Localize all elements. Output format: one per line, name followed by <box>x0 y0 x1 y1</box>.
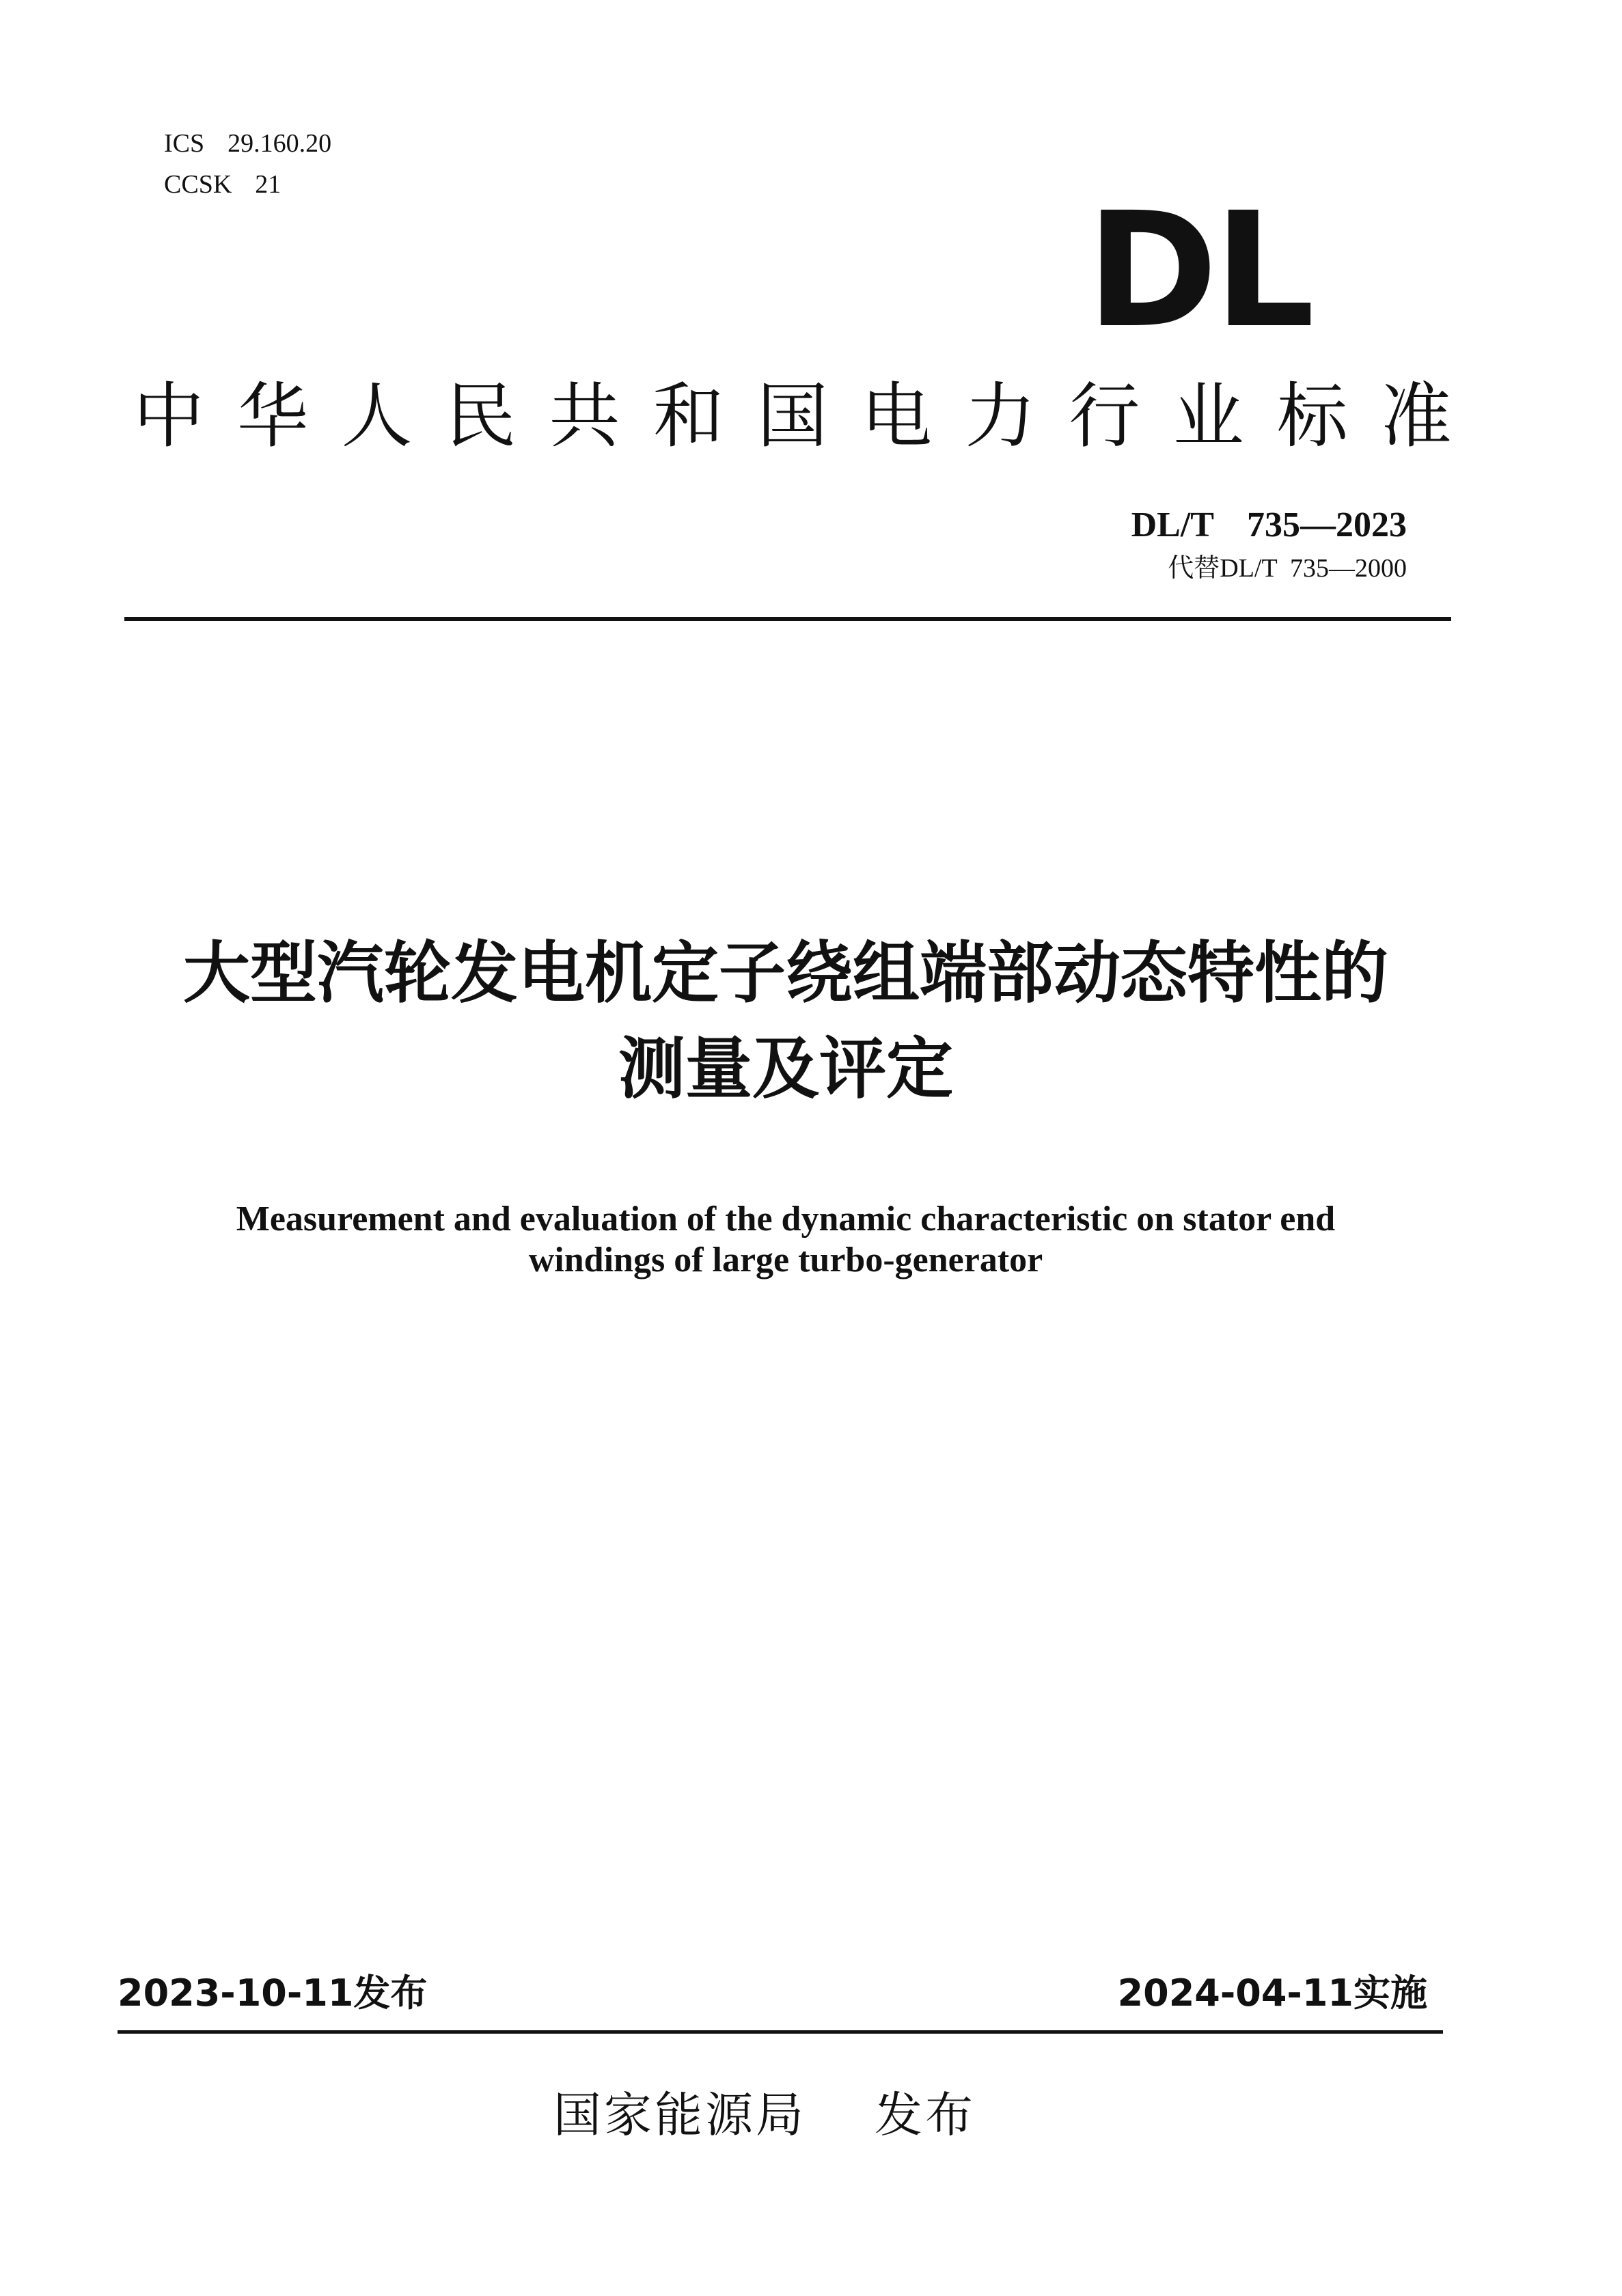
issuing-authority <box>553 2089 976 2142</box>
industry-title-char: 人 <box>341 374 413 458</box>
english-title-line-2: windings of large turbo-generator <box>528 1241 1043 1280</box>
industry-title-char: 准 <box>1380 374 1452 458</box>
chinese-title-line-1: 大型汽轮发电机定子绕组端部动态特性的 <box>182 935 1388 1012</box>
english-title-line-1: Measurement and evaluation of the dynamic characteristic on stator end <box>236 1200 1336 1239</box>
issue-date: 2023-10-11发布 <box>118 1972 428 2015</box>
implementation-date: 2024-04-11实施 <box>1117 1972 1427 2015</box>
ics-label: ICS <box>164 129 205 158</box>
ics-code <box>164 123 331 164</box>
ics-value: 29.160.20 <box>228 129 332 158</box>
industry-title-char: 华 <box>237 374 309 458</box>
standard-number <box>1131 506 1407 544</box>
industry-title-char: 和 <box>652 374 724 458</box>
issuer-name: 国家能源局 <box>553 2087 806 2143</box>
standard-code: 735—2023 <box>1247 506 1407 544</box>
dl-logo: DL <box>1086 178 1311 363</box>
issue-action: 发布 <box>875 2087 976 2143</box>
industry-standard-title <box>133 374 1452 458</box>
industry-title-char: 业 <box>1172 374 1244 458</box>
standard-prefix: DL/T <box>1131 506 1214 544</box>
industry-title-char: 电 <box>861 374 933 458</box>
classification-codes <box>164 123 331 205</box>
industry-title-char: 行 <box>1069 374 1140 458</box>
replaces-standard: 代替DL/T 735—2000 <box>1168 554 1407 583</box>
ccs-value: 21 <box>255 170 281 199</box>
industry-title-char: 共 <box>549 374 620 458</box>
english-title <box>123 1199 1448 1281</box>
header-divider <box>124 617 1451 621</box>
industry-title-char: 力 <box>965 374 1036 458</box>
industry-title-char: 民 <box>445 374 517 458</box>
ccs-label: CCSK <box>164 170 232 199</box>
ccs-code <box>164 164 331 205</box>
industry-title-char: 中 <box>133 374 205 458</box>
industry-title-char: 国 <box>756 374 828 458</box>
chinese-title <box>102 926 1469 1117</box>
footer-divider <box>118 2030 1443 2034</box>
chinese-title-line-2: 测量及评定 <box>618 1030 953 1108</box>
industry-title-char: 标 <box>1276 374 1348 458</box>
